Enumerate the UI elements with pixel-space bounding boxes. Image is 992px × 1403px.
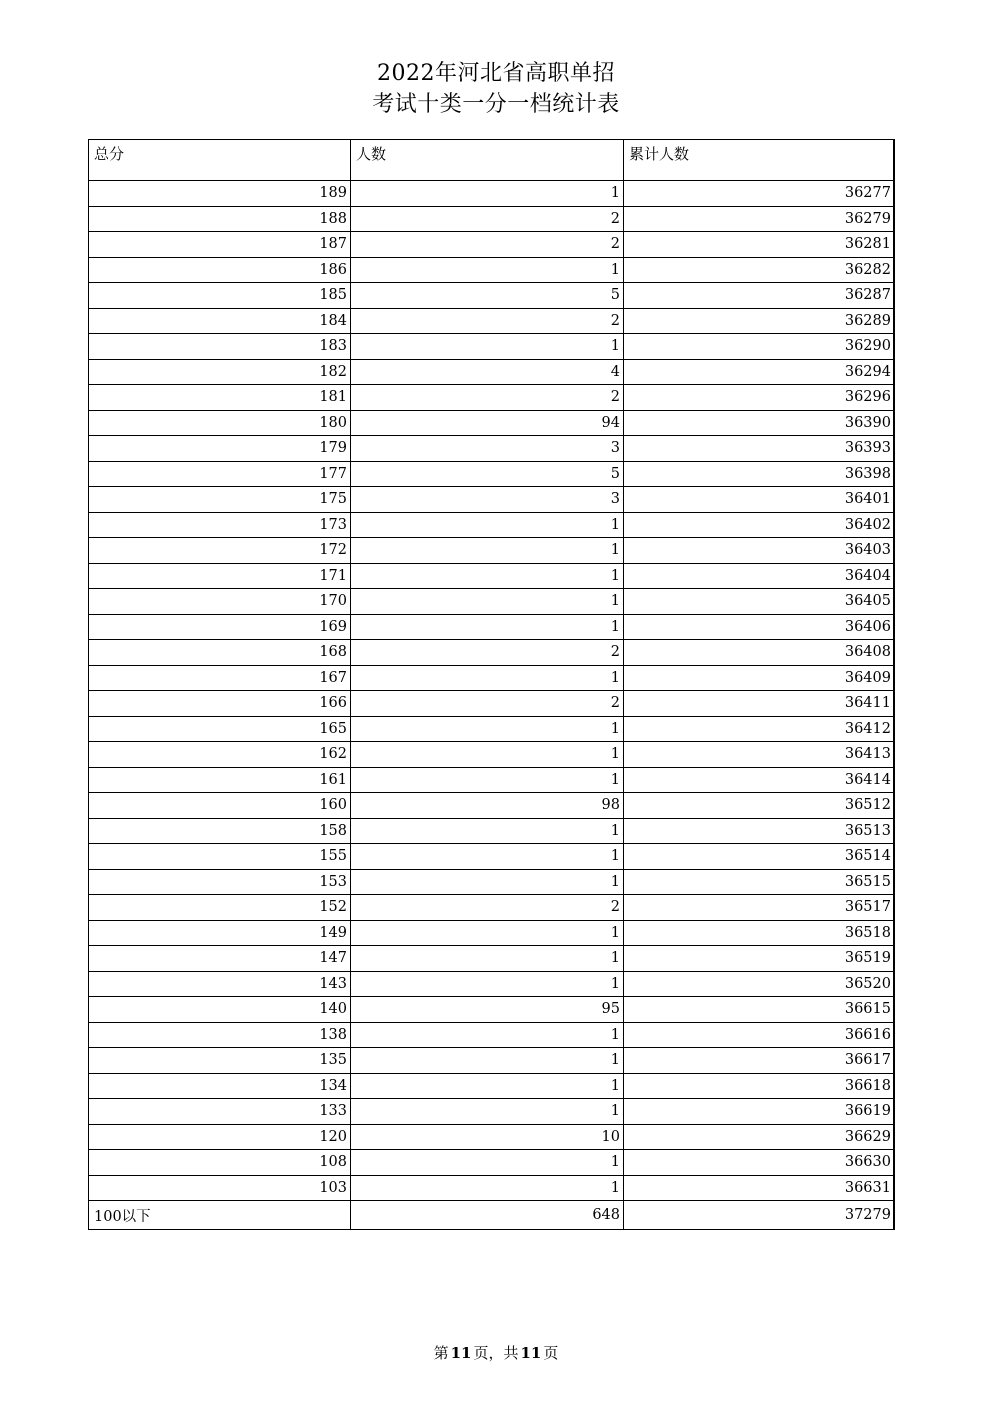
count-cell: 2 xyxy=(351,691,624,717)
cumulative-count-cell: 36401 xyxy=(624,487,895,513)
column-header-cumulative-count: 累计人数 xyxy=(624,140,895,181)
score-cell: 155 xyxy=(89,844,351,870)
score-distribution-table xyxy=(88,139,895,1230)
cumulative-count-cell: 36404 xyxy=(624,563,895,589)
count-cell: 1 xyxy=(351,920,624,946)
cumulative-count-cell: 36279 xyxy=(624,206,895,232)
score-cell: 181 xyxy=(89,385,351,411)
count-cell: 1 xyxy=(351,538,624,564)
count-cell: 1 xyxy=(351,742,624,768)
count-cell: 94 xyxy=(351,410,624,436)
count-cell: 1 xyxy=(351,614,624,640)
cumulative-count-cell: 36413 xyxy=(624,742,895,768)
table-row xyxy=(89,895,895,921)
count-cell: 3 xyxy=(351,487,624,513)
score-cell: 186 xyxy=(89,257,351,283)
count-cell: 3 xyxy=(351,436,624,462)
table-row xyxy=(89,487,895,513)
score-cell: 188 xyxy=(89,206,351,232)
count-cell: 5 xyxy=(351,283,624,309)
table-row xyxy=(89,691,895,717)
cumulative-count-cell: 36409 xyxy=(624,665,895,691)
cumulative-count-cell: 36513 xyxy=(624,818,895,844)
count-cell: 1 xyxy=(351,869,624,895)
score-cell: 185 xyxy=(89,283,351,309)
count-cell: 5 xyxy=(351,461,624,487)
count-cell: 1 xyxy=(351,767,624,793)
table-row xyxy=(89,665,895,691)
cumulative-count-cell: 36517 xyxy=(624,895,895,921)
cumulative-count-cell: 36631 xyxy=(624,1175,895,1201)
score-cell: 180 xyxy=(89,410,351,436)
count-cell: 1 xyxy=(351,844,624,870)
table-row xyxy=(89,589,895,615)
cumulative-count-cell: 36403 xyxy=(624,538,895,564)
score-cell: 134 xyxy=(89,1073,351,1099)
count-cell: 4 xyxy=(351,359,624,385)
cumulative-count-cell: 36405 xyxy=(624,589,895,615)
cumulative-count-cell: 36615 xyxy=(624,997,895,1023)
cumulative-count-cell: 36616 xyxy=(624,1022,895,1048)
cumulative-count-cell: 36411 xyxy=(624,691,895,717)
table-body xyxy=(89,181,895,1230)
score-cell: 162 xyxy=(89,742,351,768)
footer-prefix: 第 xyxy=(433,1344,449,1362)
score-cell: 120 xyxy=(89,1124,351,1150)
table-row xyxy=(89,283,895,309)
column-header-total-score: 总分 xyxy=(89,140,351,181)
cumulative-count-cell: 36630 xyxy=(624,1150,895,1176)
count-cell: 1 xyxy=(351,181,624,207)
count-cell: 1 xyxy=(351,1022,624,1048)
cumulative-count-cell: 36515 xyxy=(624,869,895,895)
table-row xyxy=(89,640,895,666)
score-cell: 138 xyxy=(89,1022,351,1048)
score-cell: 183 xyxy=(89,334,351,360)
cumulative-count-cell: 36619 xyxy=(624,1099,895,1125)
cumulative-count-cell: 36412 xyxy=(624,716,895,742)
score-cell: 133 xyxy=(89,1099,351,1125)
score-cell: 108 xyxy=(89,1150,351,1176)
cumulative-count-cell: 36290 xyxy=(624,334,895,360)
count-cell: 2 xyxy=(351,385,624,411)
count-cell: 1 xyxy=(351,563,624,589)
count-cell: 1 xyxy=(351,1150,624,1176)
cumulative-count-cell: 36282 xyxy=(624,257,895,283)
score-cell: 168 xyxy=(89,640,351,666)
table-row xyxy=(89,512,895,538)
score-cell: 179 xyxy=(89,436,351,462)
table-row xyxy=(89,1073,895,1099)
table-row xyxy=(89,1175,895,1201)
count-cell: 1 xyxy=(351,1175,624,1201)
table-row xyxy=(89,181,895,207)
table-row xyxy=(89,232,895,258)
count-cell: 1 xyxy=(351,1099,624,1125)
cumulative-count-cell: 36402 xyxy=(624,512,895,538)
score-distribution-table-container xyxy=(88,139,894,1230)
score-cell: 182 xyxy=(89,359,351,385)
table-row xyxy=(89,742,895,768)
cumulative-count-cell: 36629 xyxy=(624,1124,895,1150)
score-cell: 149 xyxy=(89,920,351,946)
cumulative-count-cell: 36512 xyxy=(624,793,895,819)
cumulative-count-cell: 36408 xyxy=(624,640,895,666)
table-row xyxy=(89,1124,895,1150)
score-cell: 140 xyxy=(89,997,351,1023)
count-cell: 95 xyxy=(351,997,624,1023)
table-row xyxy=(89,385,895,411)
cumulative-count-cell: 37279 xyxy=(624,1201,895,1230)
count-cell: 2 xyxy=(351,640,624,666)
footer-middle: 页，共 xyxy=(473,1344,519,1362)
table-row xyxy=(89,1099,895,1125)
cumulative-count-cell: 36277 xyxy=(624,181,895,207)
count-cell: 1 xyxy=(351,1048,624,1074)
score-cell: 153 xyxy=(89,869,351,895)
table-row xyxy=(89,461,895,487)
cumulative-count-cell: 36289 xyxy=(624,308,895,334)
table-row xyxy=(89,614,895,640)
score-cell: 135 xyxy=(89,1048,351,1074)
score-cell: 152 xyxy=(89,895,351,921)
table-row xyxy=(89,1022,895,1048)
cumulative-count-cell: 36393 xyxy=(624,436,895,462)
score-cell: 177 xyxy=(89,461,351,487)
table-row xyxy=(89,308,895,334)
count-cell: 2 xyxy=(351,308,624,334)
score-cell: 103 xyxy=(89,1175,351,1201)
count-cell: 1 xyxy=(351,257,624,283)
table-header xyxy=(89,140,895,181)
score-cell: 173 xyxy=(89,512,351,538)
cumulative-count-cell: 36287 xyxy=(624,283,895,309)
table-row xyxy=(89,971,895,997)
cumulative-count-cell: 36414 xyxy=(624,767,895,793)
cumulative-count-cell: 36296 xyxy=(624,385,895,411)
table-row xyxy=(89,869,895,895)
score-cell: 170 xyxy=(89,589,351,615)
score-cell: 166 xyxy=(89,691,351,717)
count-cell: 2 xyxy=(351,895,624,921)
table-row xyxy=(89,767,895,793)
count-cell: 1 xyxy=(351,946,624,972)
score-cell: 100以下 xyxy=(89,1201,351,1230)
table-row xyxy=(89,1150,895,1176)
table-row xyxy=(89,793,895,819)
table-row xyxy=(89,946,895,972)
score-cell: 165 xyxy=(89,716,351,742)
count-cell: 1 xyxy=(351,1073,624,1099)
table-row xyxy=(89,716,895,742)
cumulative-count-cell: 36406 xyxy=(624,614,895,640)
table-row xyxy=(89,920,895,946)
score-cell: 167 xyxy=(89,665,351,691)
cumulative-count-cell: 36398 xyxy=(624,461,895,487)
cumulative-count-cell: 36514 xyxy=(624,844,895,870)
score-cell: 189 xyxy=(89,181,351,207)
table-row xyxy=(89,359,895,385)
count-cell: 1 xyxy=(351,512,624,538)
count-cell: 1 xyxy=(351,818,624,844)
table-row xyxy=(89,206,895,232)
count-cell: 1 xyxy=(351,334,624,360)
count-cell: 98 xyxy=(351,793,624,819)
cumulative-count-cell: 36617 xyxy=(624,1048,895,1074)
count-cell: 2 xyxy=(351,232,624,258)
score-cell: 172 xyxy=(89,538,351,564)
count-cell: 1 xyxy=(351,665,624,691)
table-row xyxy=(89,818,895,844)
count-cell: 648 xyxy=(351,1201,624,1230)
table-row xyxy=(89,844,895,870)
score-cell: 160 xyxy=(89,793,351,819)
column-header-count: 人数 xyxy=(351,140,624,181)
table-row xyxy=(89,257,895,283)
table-row xyxy=(89,563,895,589)
score-cell: 184 xyxy=(89,308,351,334)
cumulative-count-cell: 36618 xyxy=(624,1073,895,1099)
table-row xyxy=(89,410,895,436)
score-cell: 171 xyxy=(89,563,351,589)
score-cell: 175 xyxy=(89,487,351,513)
page-title xyxy=(0,58,992,120)
count-cell: 1 xyxy=(351,716,624,742)
score-cell: 158 xyxy=(89,818,351,844)
score-cell: 143 xyxy=(89,971,351,997)
cumulative-count-cell: 36519 xyxy=(624,946,895,972)
count-cell: 2 xyxy=(351,206,624,232)
score-cell: 161 xyxy=(89,767,351,793)
table-row xyxy=(89,436,895,462)
score-cell: 187 xyxy=(89,232,351,258)
page-title-line-1: 2022年河北省高职单招 xyxy=(377,61,615,86)
cumulative-count-cell: 36281 xyxy=(624,232,895,258)
page-footer xyxy=(0,1342,992,1363)
table-row xyxy=(89,334,895,360)
cumulative-count-cell: 36518 xyxy=(624,920,895,946)
cumulative-count-cell: 36520 xyxy=(624,971,895,997)
count-cell: 1 xyxy=(351,589,624,615)
count-cell: 1 xyxy=(351,971,624,997)
count-cell: 10 xyxy=(351,1124,624,1150)
page-title-line-2: 考试十类一分一档统计表 xyxy=(372,92,620,117)
score-cell: 169 xyxy=(89,614,351,640)
cumulative-count-cell: 36390 xyxy=(624,410,895,436)
table-row xyxy=(89,1048,895,1074)
footer-suffix: 页 xyxy=(543,1344,559,1362)
cumulative-count-cell: 36294 xyxy=(624,359,895,385)
table-row xyxy=(89,997,895,1023)
table-header-row xyxy=(89,140,895,181)
score-cell: 147 xyxy=(89,946,351,972)
footer-current-page: 11 xyxy=(450,1344,472,1362)
footer-total-pages: 11 xyxy=(520,1344,542,1362)
table-row xyxy=(89,538,895,564)
table-row xyxy=(89,1201,895,1230)
